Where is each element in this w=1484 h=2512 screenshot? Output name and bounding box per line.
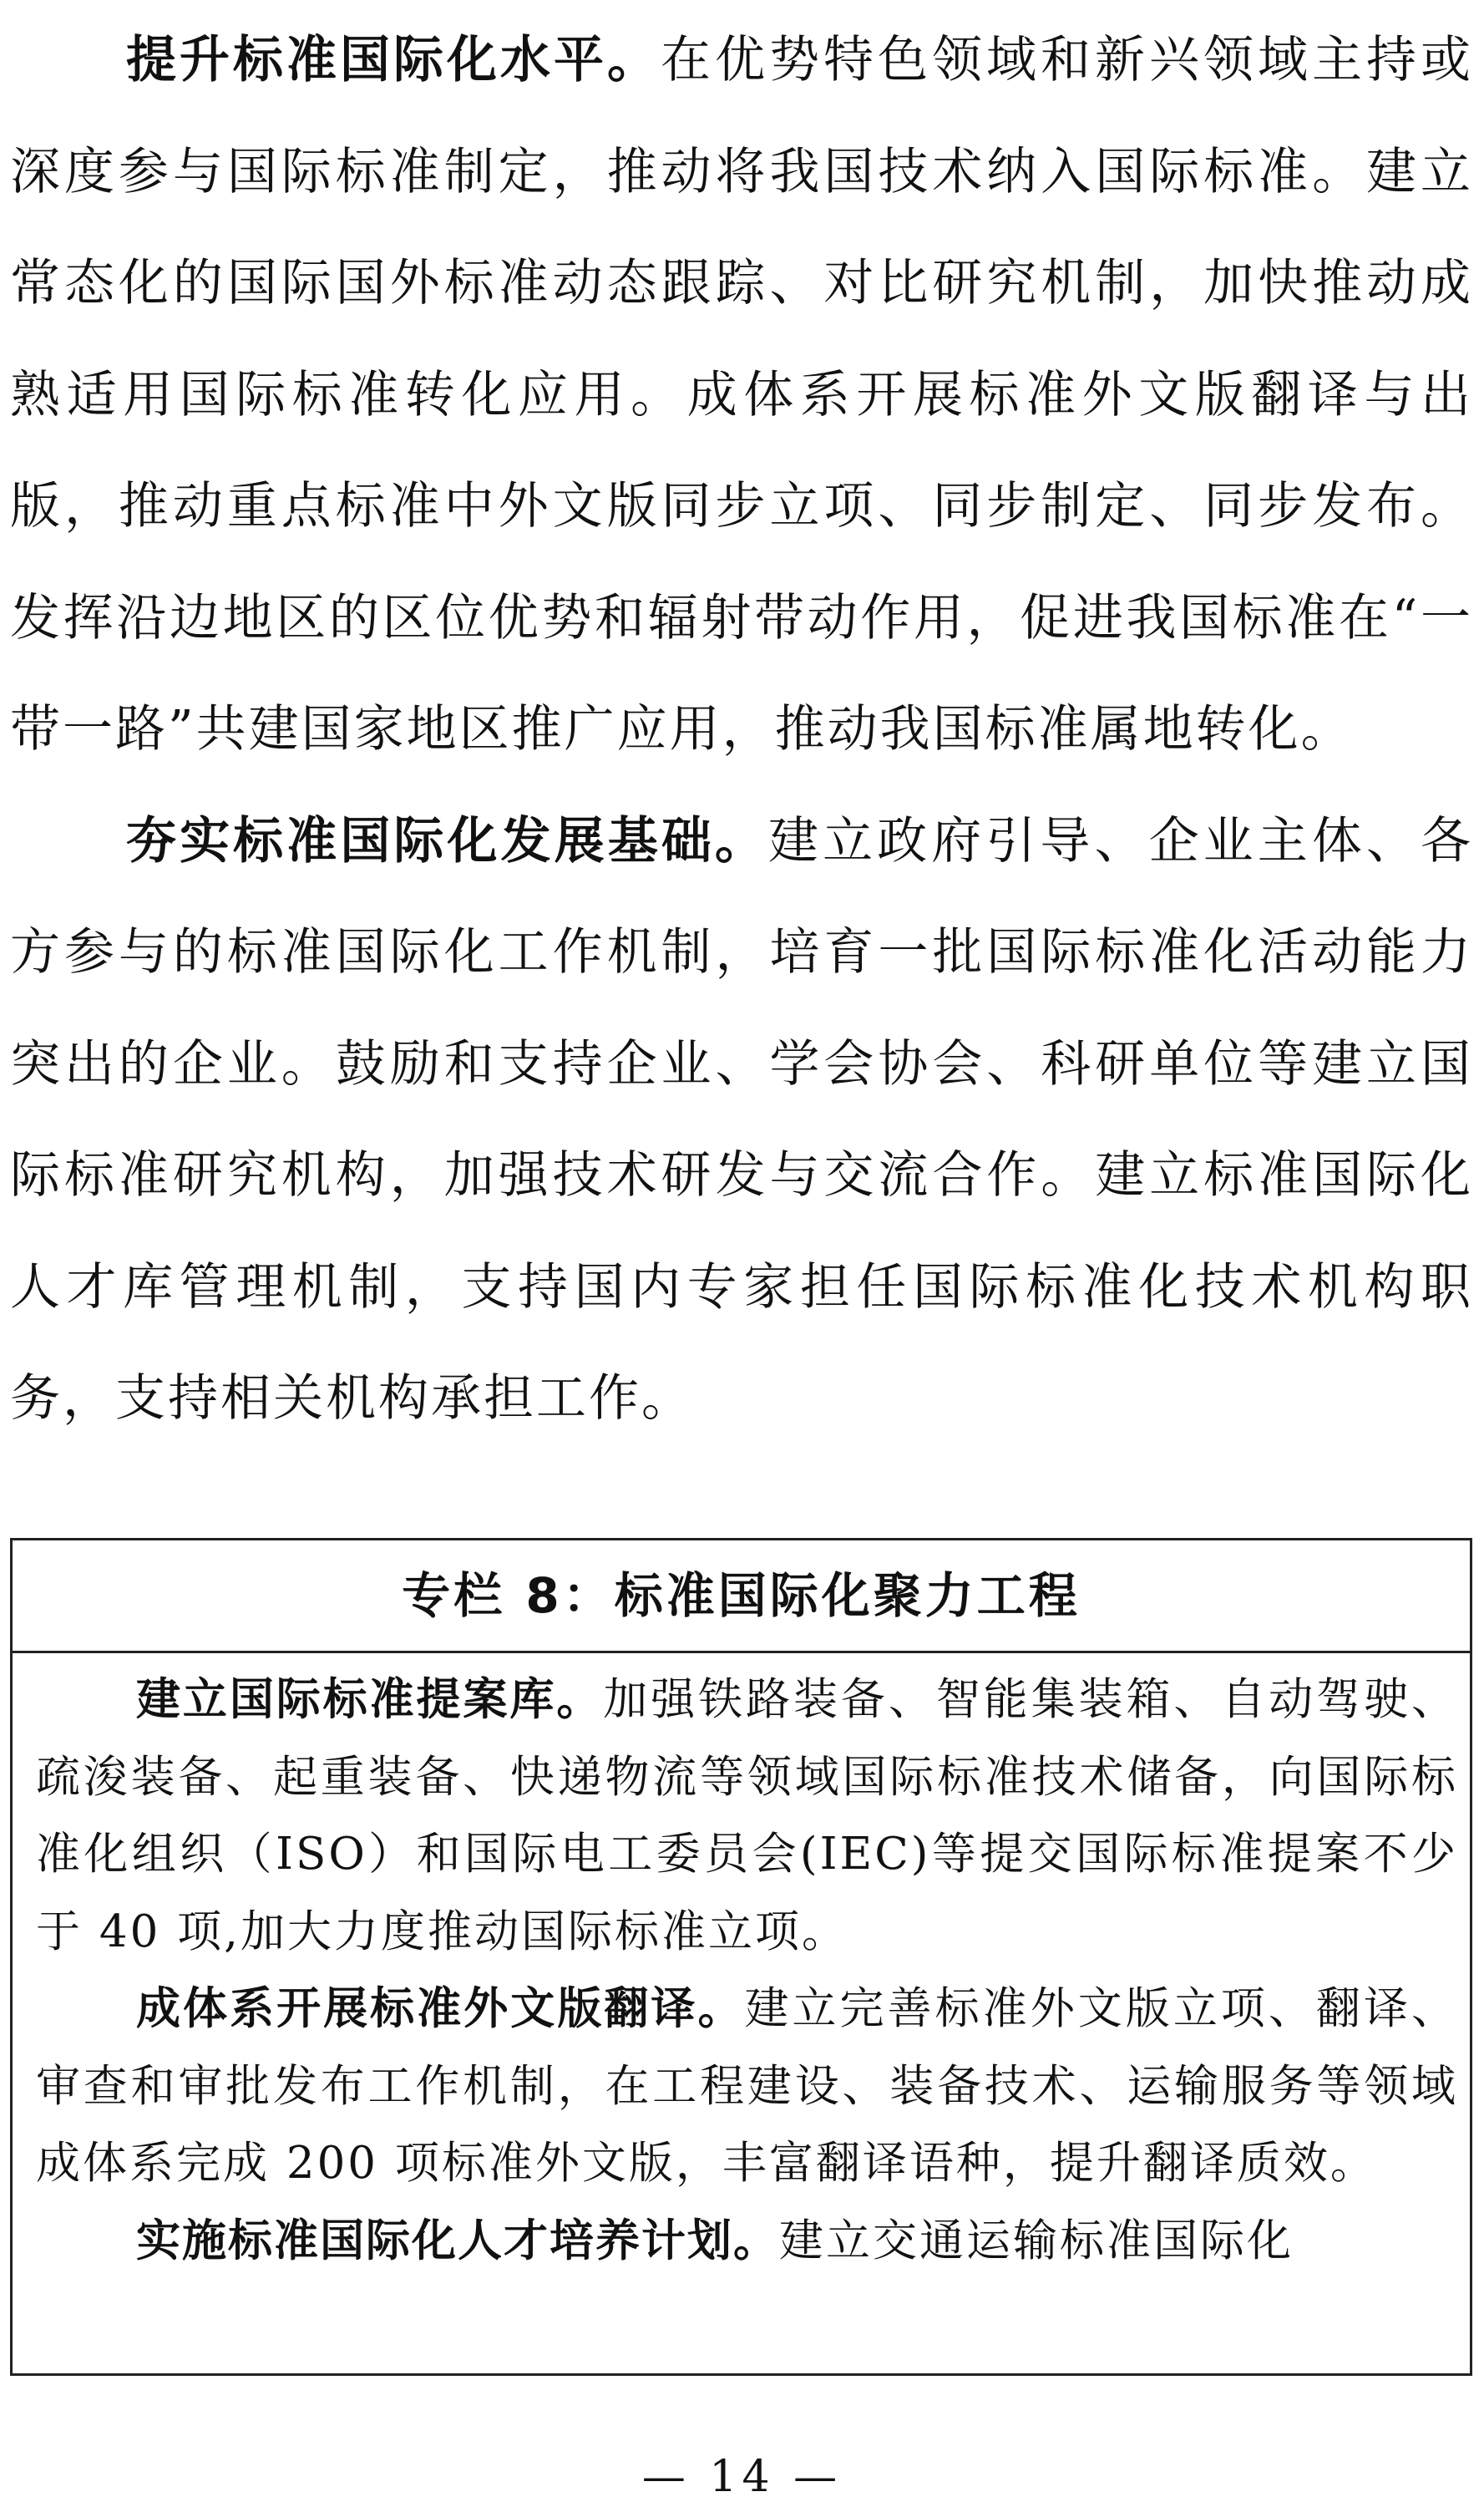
paragraph-international-level bbox=[10, 5, 1473, 786]
special-column-box bbox=[10, 1538, 1472, 2376]
box-title: 专栏 8：标准国际化聚力工程 bbox=[13, 1540, 1470, 1653]
paragraph-lead: 提升标准国际化水平。 bbox=[126, 31, 661, 89]
box-content bbox=[13, 1653, 1470, 2280]
box-item-text: 建立完善标准外文版立项、翻译、审查和审批发布工作机制，在工程建设、装备技术、运输服务等领域成体系完成 200 项标准外文版，丰富翻译语种，提升翻译质效。 bbox=[36, 1983, 1459, 2189]
box-item-text: 建立交通运输标准国际化 bbox=[779, 2215, 1294, 2266]
box-item-translation bbox=[36, 1971, 1458, 2203]
box-item-lead: 实施标准国际化人才培养计划。 bbox=[136, 2215, 779, 2266]
paragraph-foundation bbox=[10, 786, 1473, 1455]
box-item-text: 加强铁路装备、智能集装箱、自动驾驶、疏浚装备、起重装备、快递物流等领域国际标准技术储备，向国际标准化组织（ISO）和国际电工委员会(IEC)等提交国际标准提案不少于 40 项,加大力度推动国际标准立项。 bbox=[36, 1674, 1459, 1957]
page-number: — 14 — bbox=[641, 2452, 843, 2502]
paragraph-lead: 夯实标准国际化发展基础。 bbox=[126, 811, 768, 870]
box-item-lead: 成体系开展标准外文版翻译。 bbox=[136, 1983, 745, 2034]
box-item-lead: 建立国际标准提案库。 bbox=[136, 1674, 604, 1725]
box-item-proposal-library bbox=[36, 1662, 1458, 1971]
paragraph-text: 建立政府引导、企业主体、各方参与的标准国际化工作机制，培育一批国际标准化活动能力突出的企业。鼓励和支持企业、学会协会、科研单位等建立国际标准研究机构，加强技术研发与交流合作。建立标准国际化人才库管理机制，支持国内专家担任国际标准化技术机构职务，支持相关机构承担工作。 bbox=[10, 811, 1473, 1428]
box-item-talent-plan bbox=[36, 2203, 1458, 2281]
paragraph-text: 在优势特色领域和新兴领域主持或深度参与国际标准制定，推动将我国技术纳入国际标准。建立常态化的国际国外标准动态跟踪、对比研究机制，加快推动成熟适用国际标准转化应用。成体系开展标准外文版翻译与出版，推动重点标准中外文版同步立项、同步制定、同步发布。发挥沿边地区的区位优势和辐射带动作用，促进我国标准在“一带一路”共建国家地区推广应用，推动我国标准属地转化。 bbox=[10, 31, 1473, 759]
body-text bbox=[10, 5, 1473, 1455]
